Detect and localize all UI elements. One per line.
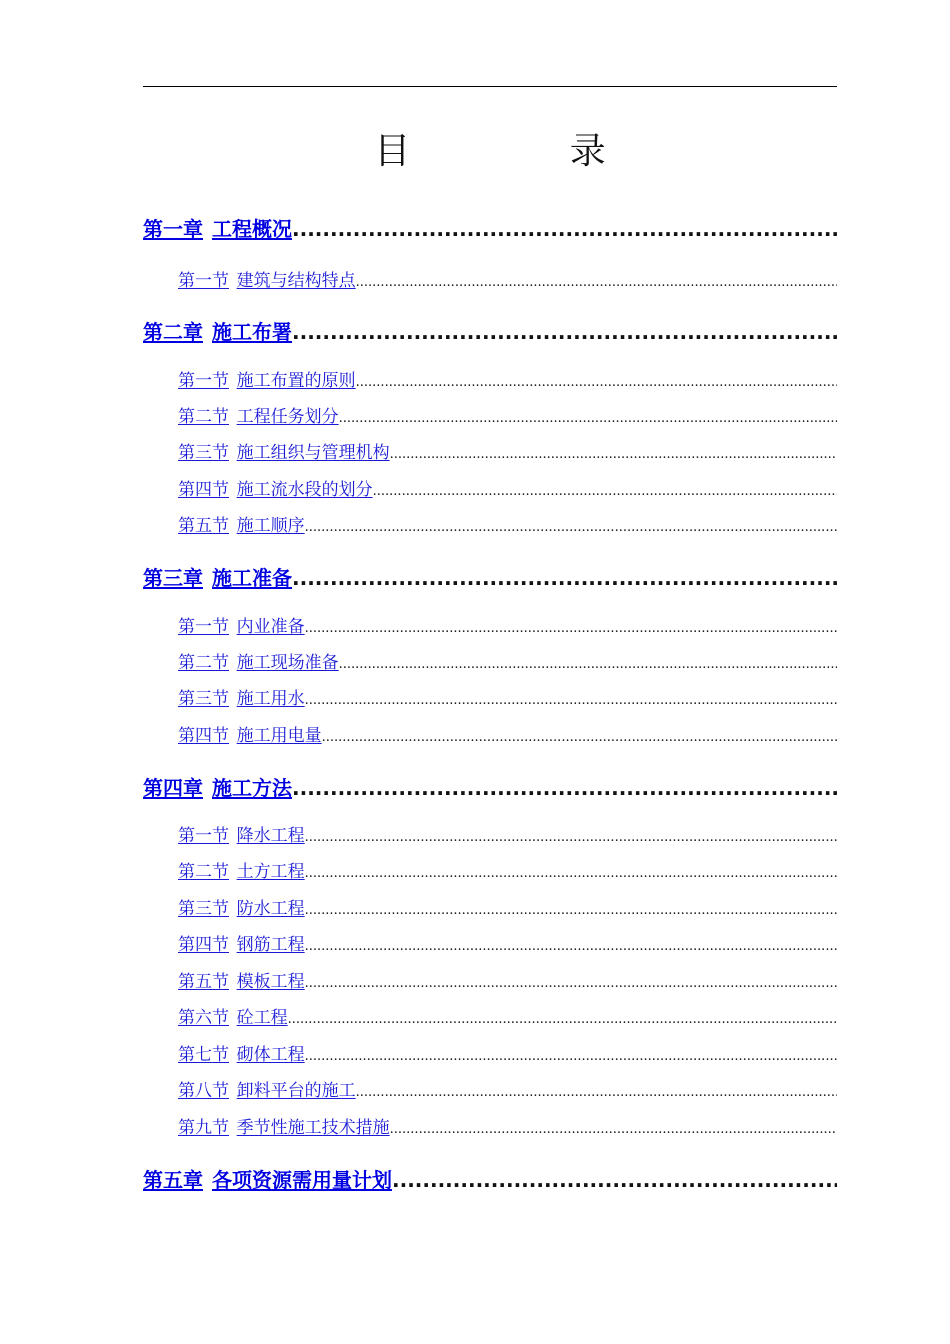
section-title: 钢筋工程 [236,935,305,955]
section-number: 第四节 [178,935,229,955]
section-title: 砌体工程 [236,1045,305,1065]
section-number: 第二节 [178,653,229,673]
toc-chapter-entry[interactable] [143,1167,837,1193]
section-title: 季节性施工技术措施 [236,1118,390,1138]
section-number: 第五节 [178,516,229,536]
toc-chapter-entry[interactable] [143,319,837,345]
chapter-link[interactable] [143,1167,392,1193]
dot-leader [288,1009,837,1029]
dot-leader [356,272,837,292]
section-link[interactable] [178,725,322,747]
section-title: 工程任务划分 [236,407,339,427]
dot-leader [305,900,837,920]
chapter-number: 第五章 [143,1168,203,1192]
dot-leader [305,517,837,537]
section-number: 第三节 [178,443,229,463]
chapter-link[interactable] [143,775,292,801]
section-number: 第一节 [178,617,229,637]
section-number: 第四节 [178,726,229,746]
dot-leader [292,216,837,242]
dot-leader [305,973,837,993]
section-link[interactable] [178,1007,288,1029]
dot-leader [339,654,837,674]
dot-leader [305,936,837,956]
dot-leader [356,372,837,392]
toc-title: 目 录 [374,131,680,172]
chapter-title: 各项资源需用量计划 [212,1168,392,1192]
section-link[interactable] [178,934,305,956]
dot-leader [305,1046,837,1066]
dot-leader [292,319,837,345]
dot-leader [390,1119,837,1139]
chapter-title: 施工准备 [212,566,292,590]
toc-section-entry[interactable] [178,652,837,674]
section-link[interactable] [178,370,356,392]
dot-leader [305,690,837,710]
toc-chapter-entry[interactable] [143,775,837,801]
section-number: 第二节 [178,407,229,427]
toc-section-entry[interactable] [178,934,837,956]
toc-section-entry[interactable] [178,971,837,993]
toc-section-entry[interactable] [178,616,837,638]
section-link[interactable] [178,1080,356,1102]
chapter-title: 施工方法 [212,776,292,800]
section-title: 砼工程 [236,1008,288,1028]
dot-leader [292,775,837,801]
section-link[interactable] [178,971,305,993]
section-title: 模板工程 [236,972,305,992]
chapter-link[interactable] [143,565,292,591]
section-title: 施工组织与管理机构 [236,443,390,463]
header-rule [143,86,837,87]
section-title: 建筑与结构特点 [236,271,356,291]
section-title: 施工流水段的划分 [236,480,373,500]
section-link[interactable] [178,688,305,710]
section-number: 第六节 [178,1008,229,1028]
toc-chapter-entry[interactable] [143,216,837,242]
toc-section-entry[interactable] [178,825,837,847]
toc-section-entry[interactable] [178,370,837,392]
section-number: 第九节 [178,1118,229,1138]
chapter-link[interactable] [143,216,292,242]
section-number: 第四节 [178,480,229,500]
section-link[interactable] [178,442,390,464]
chapter-number: 第四章 [143,776,203,800]
toc-section-entry[interactable] [178,479,837,501]
dot-leader [339,408,837,428]
section-number: 第二节 [178,862,229,882]
chapter-number: 第一章 [143,217,203,241]
toc-section-entry[interactable] [178,1117,837,1139]
section-link[interactable] [178,652,339,674]
section-title: 内业准备 [236,617,305,637]
chapter-number: 第三章 [143,566,203,590]
section-title: 土方工程 [236,862,305,882]
section-title: 防水工程 [236,899,305,919]
dot-leader [292,565,837,591]
chapter-title: 施工布署 [212,320,292,344]
section-number: 第一节 [178,826,229,846]
chapter-link[interactable] [143,319,292,345]
chapter-number: 第二章 [143,320,203,344]
section-number: 第七节 [178,1045,229,1065]
toc-chapter-entry[interactable] [143,565,837,591]
section-number: 第一节 [178,371,229,391]
section-link[interactable] [178,825,305,847]
section-number: 第八节 [178,1081,229,1101]
section-link[interactable] [178,406,339,428]
toc-section-entry[interactable] [178,515,837,537]
section-link[interactable] [178,616,305,638]
chapter-title: 工程概况 [212,217,292,241]
dot-leader [305,827,837,847]
dot-leader [305,863,837,883]
toc-section-entry[interactable] [178,1007,837,1029]
section-link[interactable] [178,1117,390,1139]
toc-section-entry[interactable] [178,725,837,747]
section-title: 降水工程 [236,826,305,846]
section-number: 第三节 [178,899,229,919]
section-title: 施工用电量 [236,726,322,746]
section-number: 第五节 [178,972,229,992]
toc-section-entry[interactable] [178,898,837,920]
toc-section-entry[interactable] [178,688,837,710]
toc-section-entry[interactable] [178,1044,837,1066]
section-number: 第一节 [178,271,229,291]
dot-leader [305,618,837,638]
section-title: 施工顺序 [236,516,305,536]
section-title: 施工布置的原则 [236,371,356,391]
dot-leader [373,481,837,501]
section-title: 施工现场准备 [236,653,339,673]
toc-section-entry[interactable] [178,1080,837,1102]
section-link[interactable] [178,270,356,292]
toc-section-entry[interactable] [178,442,837,464]
section-link[interactable] [178,898,305,920]
dot-leader [390,444,837,464]
toc-section-entry[interactable] [178,406,837,428]
section-link[interactable] [178,1044,305,1066]
section-number: 第三节 [178,689,229,709]
section-title: 卸料平台的施工 [236,1081,356,1101]
section-link[interactable] [178,515,305,537]
section-link[interactable] [178,861,305,883]
section-link[interactable] [178,479,373,501]
dot-leader [392,1167,837,1193]
toc-section-entry[interactable] [178,861,837,883]
toc-section-entry[interactable] [178,270,837,292]
section-title: 施工用水 [236,689,305,709]
dot-leader [356,1082,837,1102]
dot-leader [322,727,837,747]
